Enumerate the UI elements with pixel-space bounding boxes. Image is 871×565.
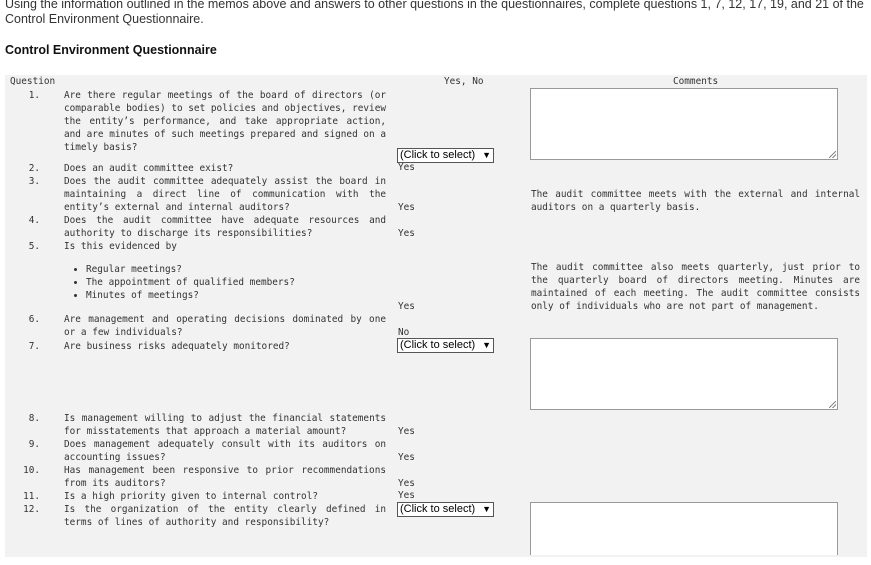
question-number: 7. — [28, 341, 40, 352]
question-text: Does the audit committee have adequate resources and authority to discharge its responsibilities? — [64, 215, 386, 239]
answer-value: No — [398, 327, 410, 338]
question-text: Is a high priority given to internal control? — [64, 491, 318, 502]
chevron-down-icon: ▼ — [482, 504, 491, 514]
answer-value: Yes — [398, 202, 415, 213]
answer-value: Yes — [398, 478, 415, 489]
column-header-answer: Yes, No — [444, 76, 484, 87]
list-item: • The appointment of qualified members? — [86, 276, 386, 289]
column-header-comments: Comments — [673, 76, 719, 87]
question-text: Are business risks adequately monitored? — [64, 341, 290, 352]
resize-handle-icon[interactable] — [829, 151, 836, 158]
question-number: 4. — [28, 215, 40, 226]
answer-select-q7[interactable] — [397, 338, 494, 353]
question-number: 1. — [28, 90, 40, 101]
answer-value: Yes — [398, 301, 415, 312]
comment-text: The audit committee also meets quarterly, just prior to the quarterly board of directors meeting. Minutes are maintained of each meeting. The audit committee consists only of individuals who are not part of management. — [531, 262, 860, 312]
question-text: Does the audit committee adequately assist the board in maintaining a direct line of communication with the entity’s external and internal auditors? — [64, 176, 386, 213]
question-number: 6. — [28, 314, 40, 325]
answer-value: Yes — [398, 426, 415, 437]
answer-value: Yes — [398, 490, 415, 501]
answer-value: Yes — [398, 162, 415, 173]
bullet-list — [64, 263, 386, 302]
question-number: 9. — [28, 439, 40, 450]
question-text: Does an audit committee exist? — [64, 163, 234, 174]
question-number: 12. — [23, 504, 40, 515]
questionnaire-title: Control Environment Questionnaire — [5, 43, 217, 57]
answer-value: Yes — [398, 228, 415, 239]
question-number: 3. — [28, 176, 40, 187]
chevron-down-icon: ▼ — [482, 150, 491, 160]
instructions-text: Using the information outlined in the memos above and answers to other questions in the questionnaires, complete questions 1, 7, 12, 17, 19, and 21 of the Control Environment Questionnaire. — [5, 0, 864, 26]
comment-textarea-q7[interactable] — [530, 338, 838, 410]
comment-textarea-q1[interactable] — [530, 88, 838, 160]
question-text-with-bullets — [64, 240, 386, 302]
question-number: 11. — [23, 491, 40, 502]
comment-text: The audit committee meets with the external and internal auditors on a quarterly basis. — [531, 189, 860, 213]
question-text: Does management adequately consult with its auditors on accounting issues? — [64, 439, 386, 463]
resize-handle-icon[interactable] — [829, 401, 836, 408]
answer-value: Yes — [398, 452, 415, 463]
comment-textarea-q12[interactable] — [530, 502, 838, 555]
question-text: Is this evidenced by — [64, 241, 177, 252]
question-number: 2. — [28, 163, 40, 174]
question-number: 10. — [23, 465, 40, 476]
list-item: • Minutes of meetings? — [86, 289, 386, 302]
question-number: 5. — [28, 241, 40, 252]
select-label: (Click to select) — [400, 339, 476, 351]
question-text: Is the organization of the entity clearly defined in terms of lines of authority and responsibility? — [64, 504, 386, 528]
question-text: Is management willing to adjust the financial statements for misstatements that approach a material amount? — [64, 413, 386, 437]
answer-select-q12[interactable] — [397, 502, 494, 517]
chevron-down-icon: ▼ — [482, 340, 491, 350]
column-header-question: Question — [10, 76, 56, 87]
question-text: Has management been responsive to prior recommendations from its auditors? — [64, 465, 386, 489]
select-label: (Click to select) — [400, 149, 476, 161]
select-label: (Click to select) — [400, 503, 476, 515]
question-text: Are management and operating decisions dominated by one or a few individuals? — [64, 314, 386, 338]
answer-select-q1[interactable] — [397, 148, 494, 163]
question-text: Are there regular meetings of the board of directors (or comparable bodies) to set policies and objectives, review the entity’s performance, and take appropriate action, and are minutes of such meetings prepared and signed on a timely basis? — [64, 90, 386, 153]
list-item: • Regular meetings? — [86, 263, 386, 276]
question-number: 8. — [28, 413, 40, 424]
